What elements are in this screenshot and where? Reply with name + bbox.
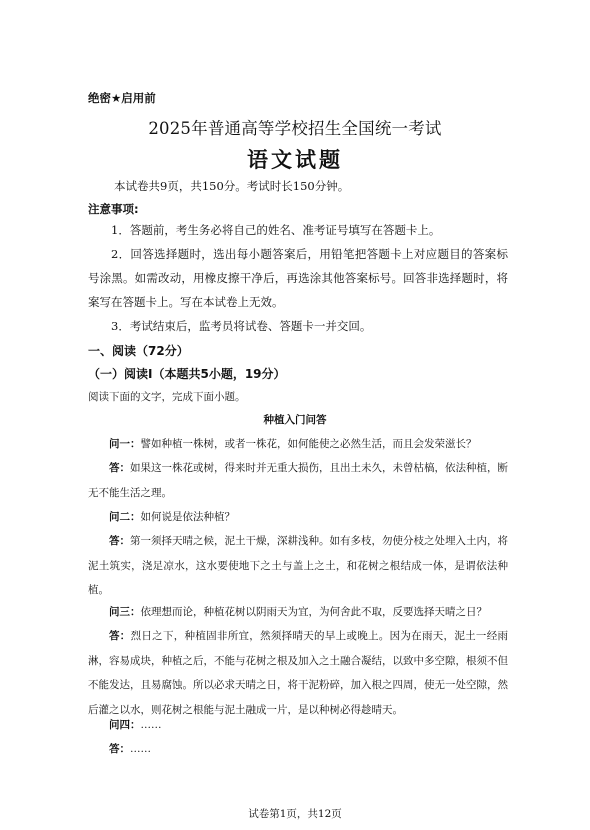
confidential-label: 绝密★启用前	[88, 91, 156, 105]
section-title: 一、阅读（72分）	[88, 344, 189, 358]
qa-label: 答：	[109, 535, 130, 547]
qa-item	[88, 456, 508, 505]
qa-item	[88, 713, 508, 738]
qa-item	[88, 600, 508, 625]
qa-text: 譬如种植一株树，或者一株花，如何能使之必然生活，而且会发荣滋长？	[140, 438, 477, 450]
subject-title: 语文试题	[247, 147, 343, 172]
qa-item	[88, 505, 508, 530]
notice-item-3: 3．考试结束后，监考员将试卷、答题卡一并交回。	[111, 319, 372, 333]
qa-item	[88, 624, 508, 722]
qa-label: 答：	[109, 630, 131, 642]
reading-title: 种植入门问答	[263, 414, 327, 426]
qa-text: ……	[130, 743, 151, 755]
notice-item-2: 2．回答选择题时，选出每小题答案后，用铅笔把答题卡上对应题目的答案标号涂黑。如需改动，用橡皮擦干净后，再选涂其他答案标号。回答非选择题时，将案写在答题卡上。写在本试卷上无效。	[88, 247, 508, 309]
qa-text: 如何说是依法种植？	[140, 511, 235, 523]
page-footer: 试卷第1页，共12页	[248, 808, 342, 820]
notice-heading: 注意事项:	[88, 202, 139, 216]
reading-instruction: 阅读下面的文字，完成下面小题。	[88, 391, 246, 403]
qa-item	[88, 529, 508, 603]
qa-label: 答：	[109, 462, 130, 474]
qa-item	[88, 432, 508, 457]
exam-title: 2025年普通高等学校招生全国统一考试	[148, 119, 442, 138]
qa-text: 烈日之下，种植固非所宜，然须择晴天的早上或晚上。因为在雨天，泥土一经雨淋，容易成块，种植之后，不能与花树之根及加入之土融合凝结，以致中多空隙，根须不但不能发达，且易腐蚀。所以必求天晴之日，将干泥粉碎，加入根之四周，使无一处空隙，然后灌之以水，则花树之根能与泥土融成一片，是以种树必得趁晴天。	[88, 630, 509, 716]
qa-label: 答：	[109, 743, 130, 755]
qa-item	[88, 737, 508, 762]
exam-intro: 本试卷共9页，共150分。考试时长150分钟。	[114, 179, 350, 193]
sub-section-title: （一）阅读Ⅰ（本题共5小题，19分）	[88, 367, 286, 381]
notice-item-1: 1．答题前，考生务必将自己的姓名、准考证号填写在答题卡上。	[111, 223, 441, 237]
qa-label: 问三：	[109, 606, 141, 618]
qa-text: 依理想而论，种植花树以阴雨天为宜，为何舍此不取，反要选择天晴之日？	[140, 606, 487, 618]
qa-label: 问二：	[109, 511, 141, 523]
qa-text: 第一须择天晴之候，泥土干燥，深耕浅种。如有多枝，勿使分枝之处埋入土内，将泥土筑实，浇足凉水，这水要使地下之土与盖上之土，和花树之根结成一体，是谓依法种植。	[88, 535, 508, 596]
qa-label: 问一：	[109, 438, 141, 450]
qa-text: 如果这一株花或树，得来时并无重大损伤，且出土未久，未曾枯槁，依法种植，断无不能生活之理。	[88, 462, 508, 499]
qa-label: 问四：	[109, 719, 141, 731]
qa-text: ……	[140, 719, 162, 731]
